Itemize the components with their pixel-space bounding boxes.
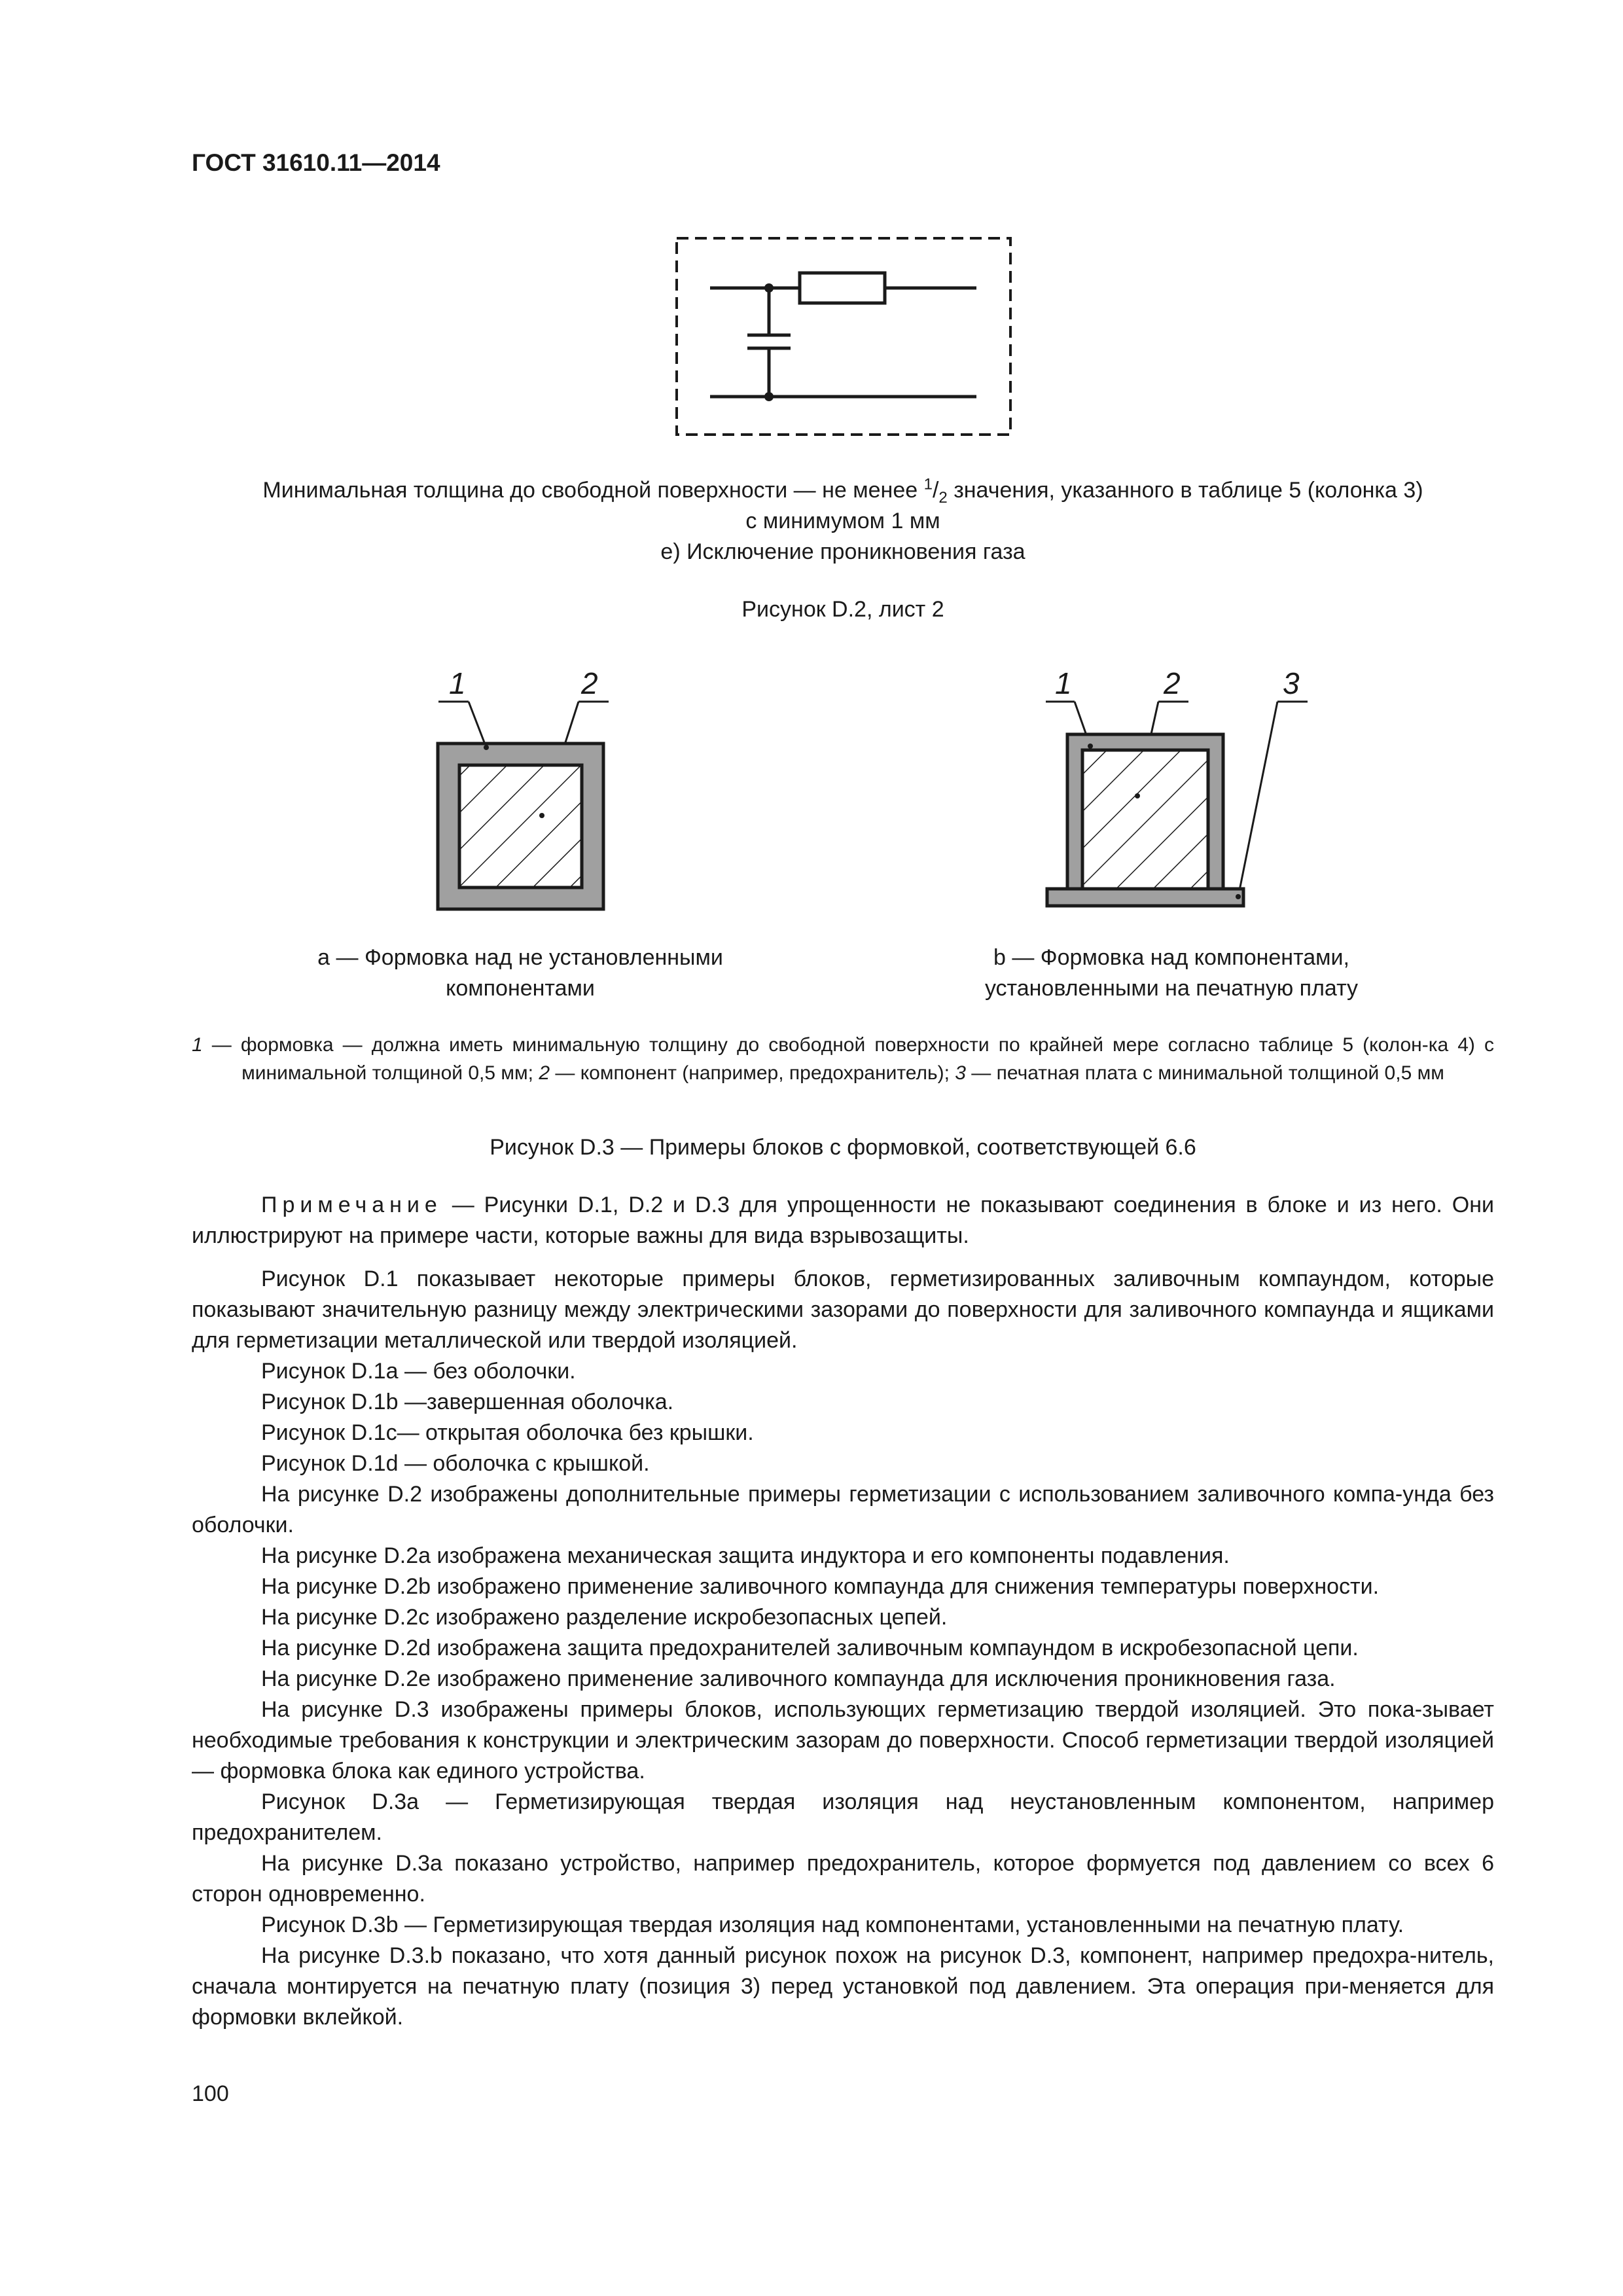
label-2: 2 (1164, 666, 1181, 700)
paragraph: Рисунок D.1c— открытая оболочка без крышки. (261, 1420, 754, 1445)
leader-2-end (539, 813, 544, 818)
figure-e-caption-post: значения, указанного в таблице 5 (колонка 3) (947, 478, 1423, 503)
label-1: 1 (1055, 666, 1072, 700)
molding-diagram-a (419, 668, 628, 916)
paragraph: Рисунок D.1d — оболочка с крышкой. (261, 1451, 650, 1476)
molding-diagram-b (1041, 668, 1322, 916)
paragraph: Рисунок D.3a — Герметизирующая твердая изоляция над неустановленным компонентом, например предохранителем. (192, 1789, 1494, 1845)
paragraph: На рисунке D.3 изображены примеры блоков, использующих герметизацию твердой изоляцией. Это пока-зывает необходимые требования к конструкции и электрическим зазорам до поверхности. Способ герметизации твердой изоляцией — формовка блока как единого устройства. (192, 1697, 1494, 1784)
legend-num-2: 2 (539, 1062, 550, 1084)
component-hatch (1084, 751, 1207, 888)
figure-d3b-caption (910, 942, 1433, 1004)
figure-e-caption (192, 475, 1494, 506)
note-text: — Рисунки D.1, D.2 и D.3 для упрощенности не показывают соединения в блоке и из него. Они иллюстрируют на примере части, которые важны для вида взрывозащиты. (192, 1193, 1494, 1248)
leader-3-end (1236, 894, 1241, 899)
paragraph: На рисунке D.2 изображены дополнительные примеры герметизации с использованием заливочного компа-унда без оболочки. (192, 1482, 1494, 1537)
note-label: Примечание (261, 1193, 442, 1217)
document-header: ГОСТ 31610.11—2014 (192, 149, 440, 176)
label-2: 2 (581, 666, 598, 700)
label-3-leader (1238, 702, 1277, 897)
paragraph: Рисунок D.1a — без оболочки. (261, 1359, 576, 1384)
resistor-symbol (800, 273, 885, 303)
circuit-diagram (674, 236, 1014, 439)
figure-d3a-caption (259, 942, 782, 1004)
paragraph: На рисунке D.2c изображено разделение искробезопасных цепей. (261, 1605, 948, 1630)
figure-e-caption-pre: Минимальная толщина до свободной поверхности — не менее (262, 478, 924, 503)
legend-text-3: — печатная плата с минимальной толщиной 0,5 мм (965, 1062, 1444, 1084)
figure-d3-legend (192, 1031, 1494, 1087)
leader-2-end (1135, 793, 1140, 798)
figure-e-caption-line2: с минимумом 1 мм (745, 509, 940, 533)
paragraph: На рисунке D.2d изображена защита предохранителей заливочным компаундом в искробезопасной цепи. (261, 1636, 1359, 1660)
dashed-boundary (677, 238, 1010, 435)
legend-num-1: 1 (192, 1034, 203, 1056)
note-paragraph (192, 1190, 1494, 1251)
leader-1-end (1088, 744, 1093, 749)
label-3: 3 (1283, 666, 1300, 700)
figure-d2-sheet-title: Рисунок D.2, лист 2 (741, 597, 944, 622)
page-number: 100 (192, 2081, 229, 2106)
fraction-slash: / (932, 478, 939, 503)
body-text (192, 1190, 1494, 2033)
leader-1-end (484, 745, 489, 750)
figure-d3b-caption-line1: b — Формовка над компонентами, (993, 945, 1349, 970)
label-1: 1 (449, 666, 466, 700)
paragraph: На рисунке D.3a показано устройство, например предохранитель, которое формуется под давлением со всех 6 сторон одновременно. (192, 1851, 1494, 1907)
paragraph: На рисунке D.3.b показано, что хотя данный рисунок похож на рисунок D.3, компонент, например предохра-нитель, сначала монтируется на печатную плату (позиция 3) перед установкой под давлением. Эта операция при-меняется для формовки вклейкой. (192, 1943, 1494, 2030)
figure-d3a-caption-line1: a — Формовка над не установленными (317, 945, 723, 970)
figure-e-subtitle: e) Исключение проникновения газа (660, 539, 1026, 564)
figure-d3-title: Рисунок D.3 — Примеры блоков с формовкой, соответствующей 6.6 (490, 1135, 1196, 1160)
figure-d3a-caption-line2: компонентами (446, 976, 595, 1001)
figure-d3b-caption-line2: установленными на печатную плату (984, 976, 1359, 1001)
paragraph: Рисунок D.3b — Герметизирующая твердая изоляция над компонентами, установленными на печатную плату. (261, 1912, 1404, 1937)
paragraph: На рисунке D.2b изображено применение заливочного компаунда для снижения температуры поверхности. (261, 1574, 1380, 1599)
paragraph: Рисунок D.1b —завершенная оболочка. (261, 1390, 674, 1414)
pcb-board (1047, 889, 1243, 906)
paragraph: Рисунок D.1 показывает некоторые примеры блоков, герметизированных заливочным компаундом, которые показывают значительную разницу между электрическими зазорами до поверхности для заливочного компаунда и ящиками для герметизации металлической или твердой изоляцией. (192, 1266, 1494, 1353)
fraction-numerator: 1 (923, 475, 933, 493)
fraction-denominator: 2 (938, 488, 948, 507)
legend-text-1: — формовка — должна иметь минимальную толщину до свободной поверхности по крайней мере согласно таблице 5 (колон-ка 4) с минимальной толщиной 0,5 мм; (202, 1034, 1494, 1084)
label-1-leader (469, 702, 486, 747)
paragraph: На рисунке D.2e изображено применение заливочного компаунда для исключения проникновения газа. (261, 1666, 1336, 1691)
paragraph: На рисунке D.2a изображена механическая защита индуктора и его компоненты подавления. (261, 1543, 1230, 1568)
legend-num-3: 3 (955, 1062, 966, 1084)
legend-text-2: — компонент (например, предохранитель); (550, 1062, 955, 1084)
component-hatch (461, 766, 580, 886)
